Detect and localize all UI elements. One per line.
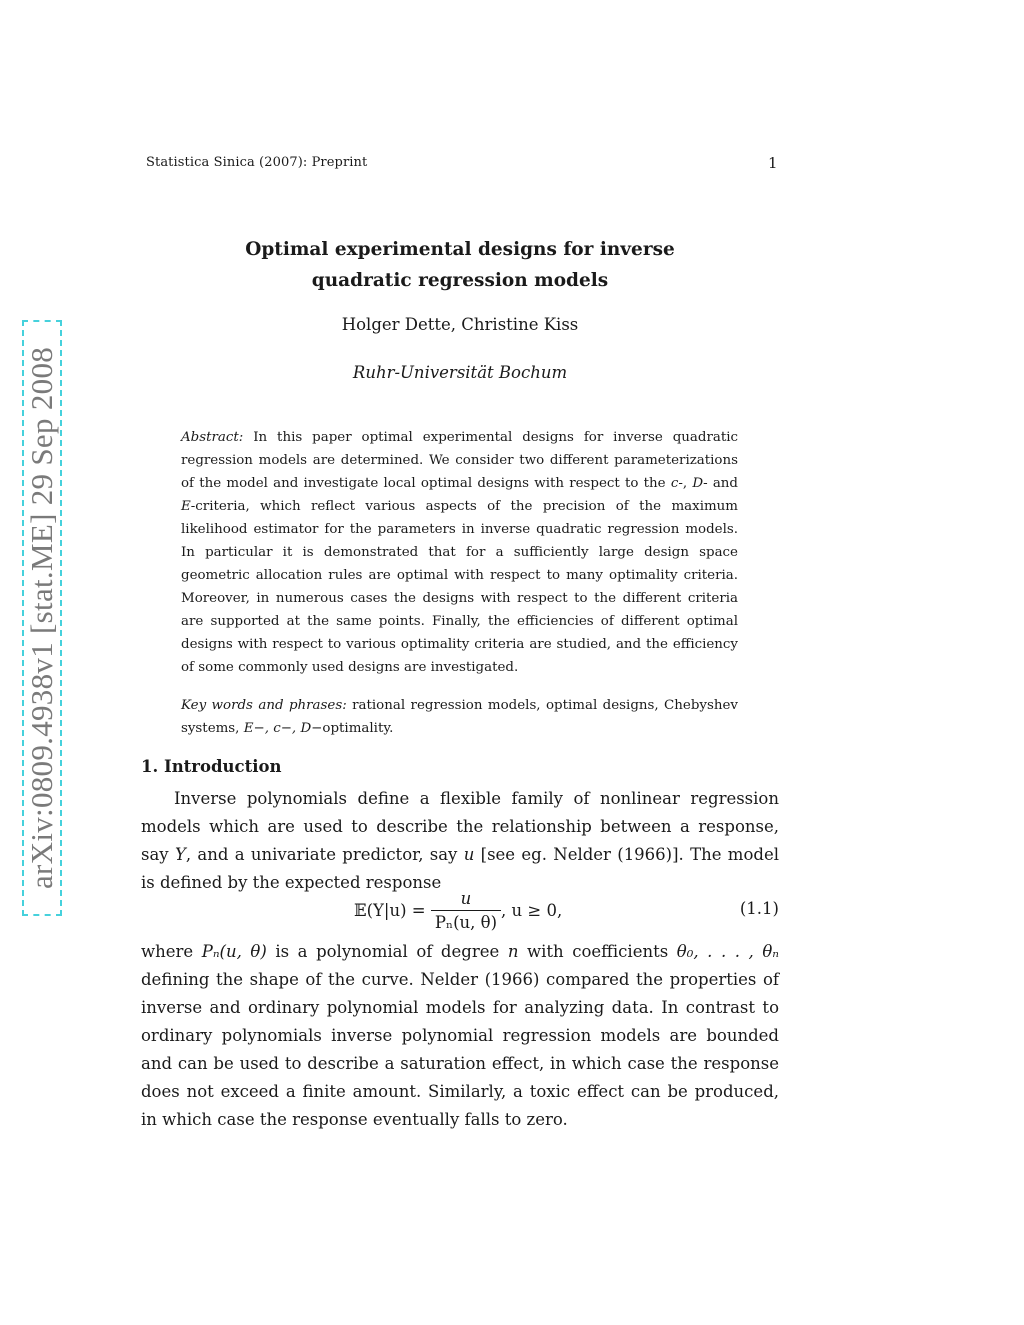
- keywords-label: Key words and phrases:: [181, 698, 347, 713]
- abstract: [181, 426, 738, 679]
- paper-title: [200, 234, 720, 296]
- equation-body: [354, 888, 562, 935]
- arxiv-side-stamp: arXiv:0809.4938v1 [stat.ME] 29 Sep 2008: [22, 320, 62, 916]
- p1-text-b: , and a univariate predictor, say: [185, 845, 464, 864]
- section-heading: 1. Introduction: [141, 757, 282, 776]
- p1-u: u: [463, 845, 475, 864]
- affiliation: Ruhr-Universität Bochum: [352, 363, 568, 382]
- abstract-c: c: [670, 476, 679, 491]
- keywords: [181, 694, 738, 740]
- p2-theta: θ₀, . . . , θₙ: [676, 942, 779, 961]
- p2-text-c: with coefficients: [518, 942, 677, 961]
- p2-text-d: defining the shape of the curve. Nelder (1966) compared the properties of inverse and ordinary polynomial models for analyzing data. In contrast to ordinary polynomials inverse polynomial regression models are bounded and can be used to describe a saturation effect, in which case the response does not exceed a finite amount. Similarly, a toxic effect can be produced, in which case the response eventually falls to zero.: [141, 970, 779, 1129]
- abstract-label: Abstract:: [181, 430, 244, 445]
- eq-fraction: [431, 888, 501, 935]
- title-line-1: Optimal experimental designs for inverse: [245, 239, 675, 260]
- p1-text-c: [see eg. Nelder (1966)]. The model is defined by the expected response: [141, 845, 779, 892]
- abstract-sep2: - and: [703, 476, 738, 491]
- p1-text-a: Inverse polynomials define a flexible family of nonlinear regression models which are used to describe the relationship between a response, say: [141, 789, 779, 864]
- p2-text-b: is a polynomial of degree: [266, 942, 508, 961]
- abstract-text-a: In this paper optimal experimental designs for inverse quadratic regression models are determined. We consider two different parameterizations of the model and investigate local optimal designs with respect to the: [181, 430, 738, 491]
- title-line-2: quadratic regression models: [311, 270, 609, 291]
- eq-lhs: 𝔼(Y|u) =: [354, 901, 431, 920]
- running-head: Statistica Sinica (2007): Preprint: [146, 155, 368, 170]
- intro-paragraph-1: [141, 785, 779, 897]
- abstract-e: E: [181, 499, 191, 514]
- keywords-suffix: optimality.: [322, 721, 394, 736]
- eq-denominator: Pₙ(u, θ): [434, 913, 498, 932]
- abstract-sep1: -,: [678, 476, 693, 491]
- intro-paragraph-2: [141, 938, 779, 1134]
- authors: Holger Dette, Christine Kiss: [341, 315, 579, 334]
- equation-label: (1.1): [739, 899, 779, 918]
- p2-n: n: [507, 942, 519, 961]
- p1-Y: Y: [174, 845, 186, 864]
- page-number: 1: [768, 154, 778, 172]
- eq-numerator: u: [431, 888, 501, 911]
- abstract-text-b: -criteria, which reflect various aspects of the precision of the maximum likelihood estimator for the parameters in inverse quadratic regression models. In particular it is demonstrated that for a sufficiently large design space geometric allocation rules are optimal with respect to many optimality criteria. Moreover, in numerous cases the designs with respect to the different criteria are supported at the same points. Finally, the efficiencies of different optimal designs with respect to various optimality criteria are studied, and the efficiency of some commonly used designs are investigated.: [181, 499, 738, 675]
- p2-text-a: where: [141, 942, 202, 961]
- keywords-text: rational regression models, optimal designs, Chebyshev systems,: [181, 698, 738, 736]
- eq-rhs: , u ≥ 0,: [501, 901, 563, 920]
- equation-1-1: [141, 888, 779, 934]
- keywords-criteria: E−, c−, D−: [243, 721, 323, 736]
- p2-P: Pₙ(u, θ): [201, 942, 267, 961]
- abstract-d: D: [692, 476, 704, 491]
